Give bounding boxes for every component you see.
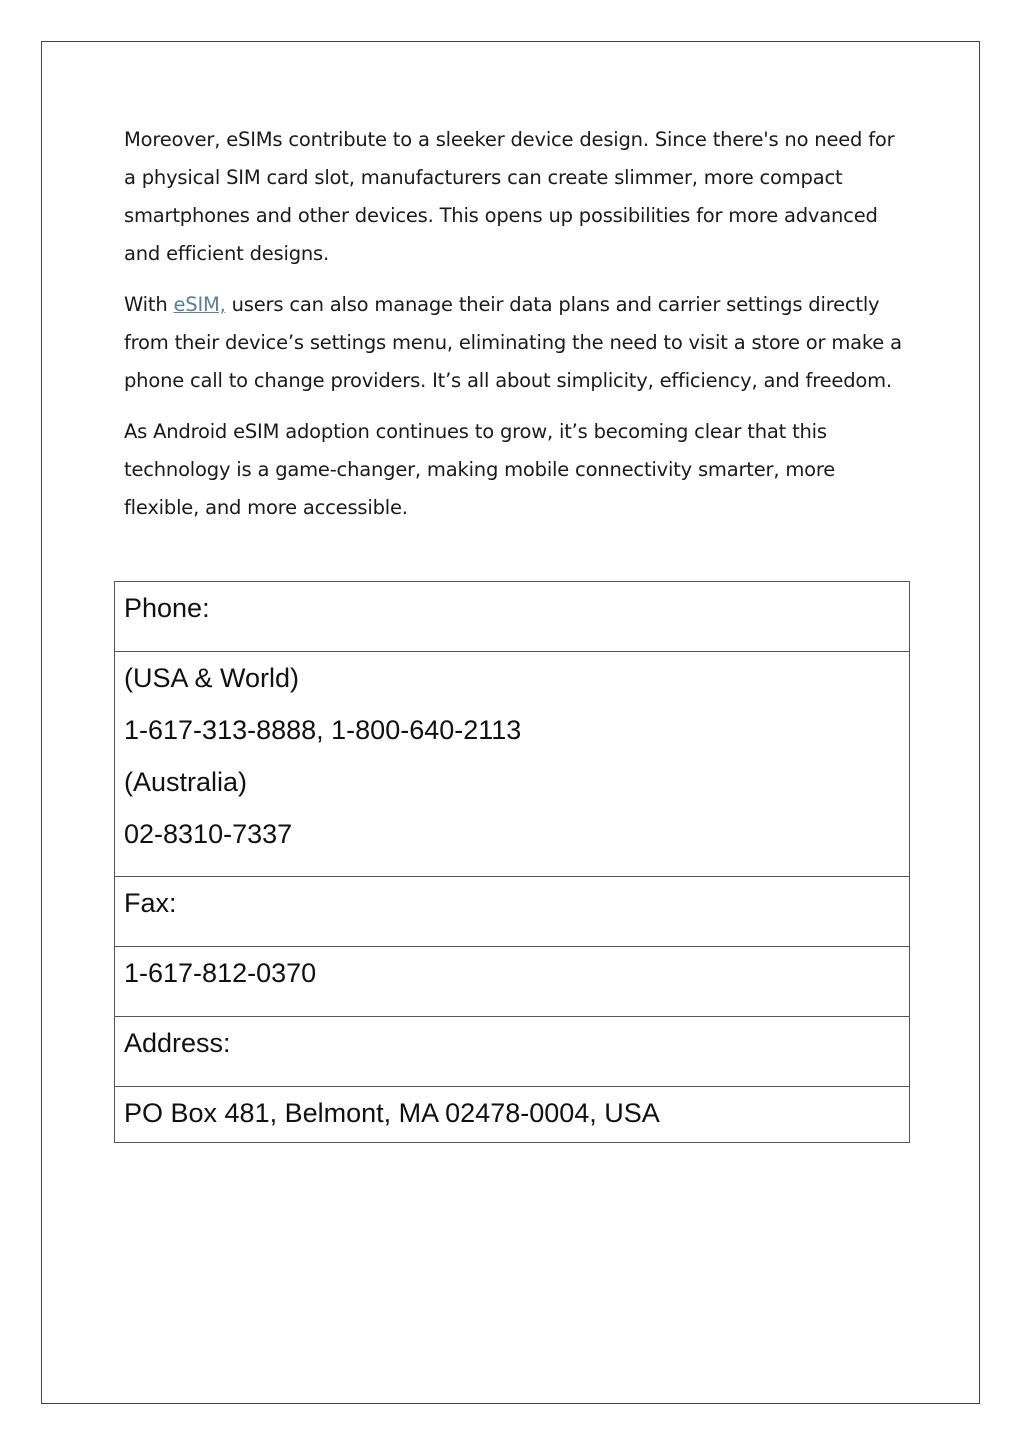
table-row-fax-label (115, 877, 910, 947)
fax-number: 1-617-812-0370 (124, 958, 317, 988)
table-row-phone-numbers (115, 652, 910, 877)
usa-phone-numbers: 1-617-313-8888, 1-800-640-2113 (124, 715, 522, 745)
contact-table (114, 581, 910, 1143)
address-label: Address: (124, 1028, 231, 1058)
fax-number-cell (115, 947, 910, 1017)
paragraph-manage-plans (124, 286, 904, 400)
table-row-phone-label (115, 582, 910, 652)
table-row-fax-number (115, 947, 910, 1017)
phone-label: Phone: (124, 593, 210, 623)
phone-numbers-cell (115, 652, 910, 877)
body-text (124, 121, 904, 540)
address-value-cell (115, 1087, 910, 1143)
usa-region-label: (USA & World) (124, 663, 300, 693)
paragraph-manage-plans-rest: users can also manage their data plans and carrier settings directly from their device’s settings menu, eliminating the need to visit a store or make a phone call to change providers. It’s all about simplicity, efficiency, and freedom. (124, 293, 902, 392)
table-row-address-value (115, 1087, 910, 1143)
esim-link[interactable]: eSIM, (173, 293, 226, 316)
fax-label: Fax: (124, 888, 177, 918)
paragraph-adoption: As Android eSIM adoption continues to grow, it’s becoming clear that this technology is a game-changer, making mobile connectivity smarter, more flexible, and more accessible. (124, 420, 836, 519)
fax-label-cell (115, 877, 910, 947)
paragraph-manage-plans-start: With (124, 293, 174, 316)
address-value: PO Box 481, Belmont, MA 02478-0004, USA (124, 1098, 660, 1128)
australia-phone-number: 02-8310-7337 (124, 819, 293, 849)
paragraph-sleeker-design: Moreover, eSIMs contribute to a sleeker device design. Since there's no need for a physical SIM card slot, manufacturers can create slimmer, more compact smartphones and other devices. This opens up possibilities for more advanced and efficient designs. (124, 128, 895, 265)
australia-region-label: (Australia) (124, 767, 248, 797)
address-label-cell (115, 1017, 910, 1087)
phone-label-cell (115, 582, 910, 652)
table-row-address-label (115, 1017, 910, 1087)
